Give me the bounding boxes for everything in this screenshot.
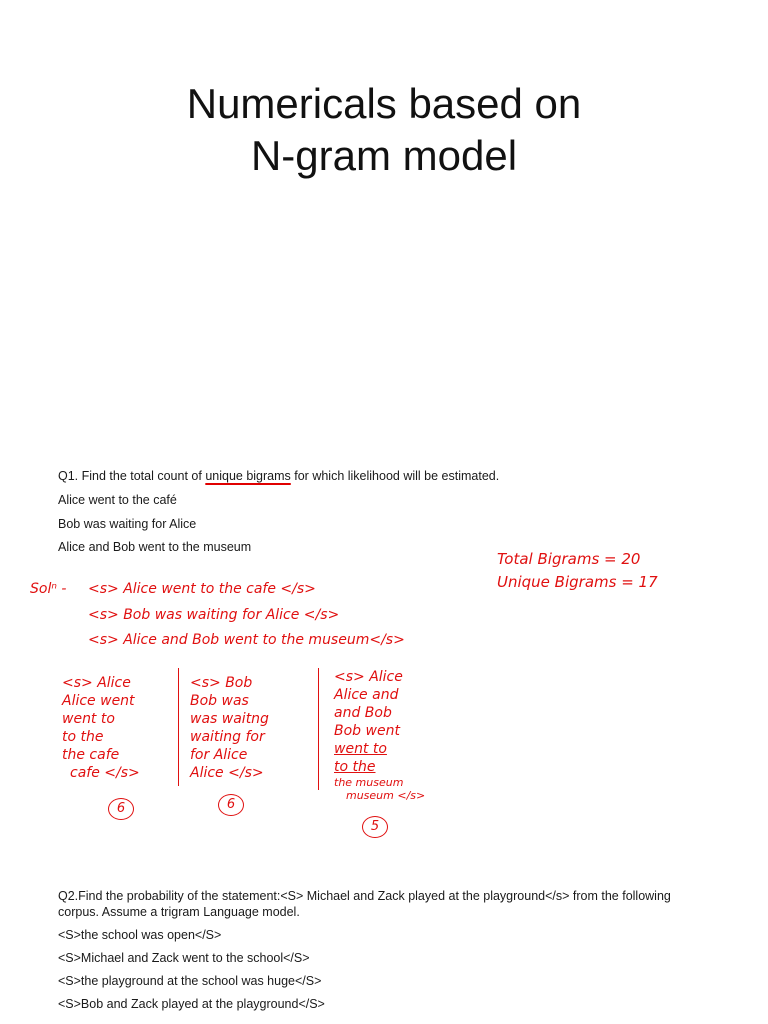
- bigram-item: <s> Alice: [62, 675, 131, 691]
- corpus-line-2: Bob was waiting for Alice: [58, 517, 197, 531]
- q1-question: [58, 468, 499, 484]
- bigram-list-2: [190, 674, 269, 782]
- bigram-item: Alice went: [62, 693, 135, 709]
- total-bigrams-note: Total Bigrams = 20: [497, 550, 641, 568]
- bigram-item: was waitng: [190, 711, 269, 727]
- title-line-2: N-gram model: [250, 132, 518, 179]
- bigram-item: waiting for: [190, 729, 265, 745]
- column-divider: [178, 668, 179, 786]
- q1-underlined: unique bigrams: [205, 469, 291, 483]
- solution-sentence-2: <s> Bob was waiting for Alice </s>: [88, 607, 340, 623]
- q2-section: [58, 888, 698, 1019]
- unique-bigrams-note: Unique Bigrams = 17: [497, 573, 658, 591]
- corpus-line-3: Alice and Bob went to the museum: [58, 540, 252, 554]
- bigram-item: went to: [334, 741, 387, 757]
- q2-corpus-line: <S>the playground at the school was huge</S>: [58, 974, 322, 988]
- title-line-1: Numericals based on: [186, 80, 582, 127]
- bigram-item: <s> Bob: [190, 675, 253, 691]
- bigram-list-1: [62, 674, 140, 782]
- bigram-list-3: [334, 668, 425, 802]
- bigram-item: went to: [62, 711, 115, 727]
- q2-corpus-line: <S>the school was open</S>: [58, 928, 222, 942]
- bigram-item: <s> Alice: [334, 669, 403, 685]
- bigram-item: cafe </s>: [70, 765, 140, 781]
- count-circle-3: 5: [362, 816, 388, 838]
- q1-suffix: for which likelihood will be estimated.: [290, 469, 500, 483]
- bigram-item: Alice and: [334, 687, 399, 703]
- q2-corpus-line: <S>Bob and Zack played at the playground</S>: [58, 997, 325, 1011]
- bigram-item: museum </s>: [346, 789, 426, 802]
- bigram-item: to the: [62, 729, 104, 745]
- bigram-item: the museum: [334, 776, 404, 789]
- bigram-item: Bob went: [334, 723, 400, 739]
- bigram-item: Alice </s>: [190, 765, 264, 781]
- solution-label: Solⁿ -: [30, 581, 67, 597]
- column-divider: [318, 668, 319, 790]
- bigram-item: Bob was: [190, 693, 249, 709]
- q2-corpus-line: <S>Michael and Zack went to the school</S>: [58, 951, 310, 965]
- bigram-item: to the: [334, 759, 376, 775]
- q1-prefix: Q1. Find the total count of: [58, 469, 206, 483]
- q2-question: Q2.Find the probability of the statement:<S> Michael and Zack played at the playground</s> from the following corpus. Assume a trigram Language model.: [58, 889, 671, 919]
- bigram-item: for Alice: [190, 747, 248, 763]
- bigram-item: and Bob: [334, 705, 392, 721]
- corpus-line-1: Alice went to the café: [58, 493, 177, 507]
- count-circle-1: 6: [108, 798, 134, 820]
- solution-sentence-1: <s> Alice went to the cafe </s>: [88, 581, 316, 597]
- solution-sentence-3: <s> Alice and Bob went to the museum</s>: [88, 632, 405, 648]
- count-circle-2: 6: [218, 794, 244, 816]
- bigram-item: the cafe: [62, 747, 120, 763]
- page-title: [0, 78, 768, 182]
